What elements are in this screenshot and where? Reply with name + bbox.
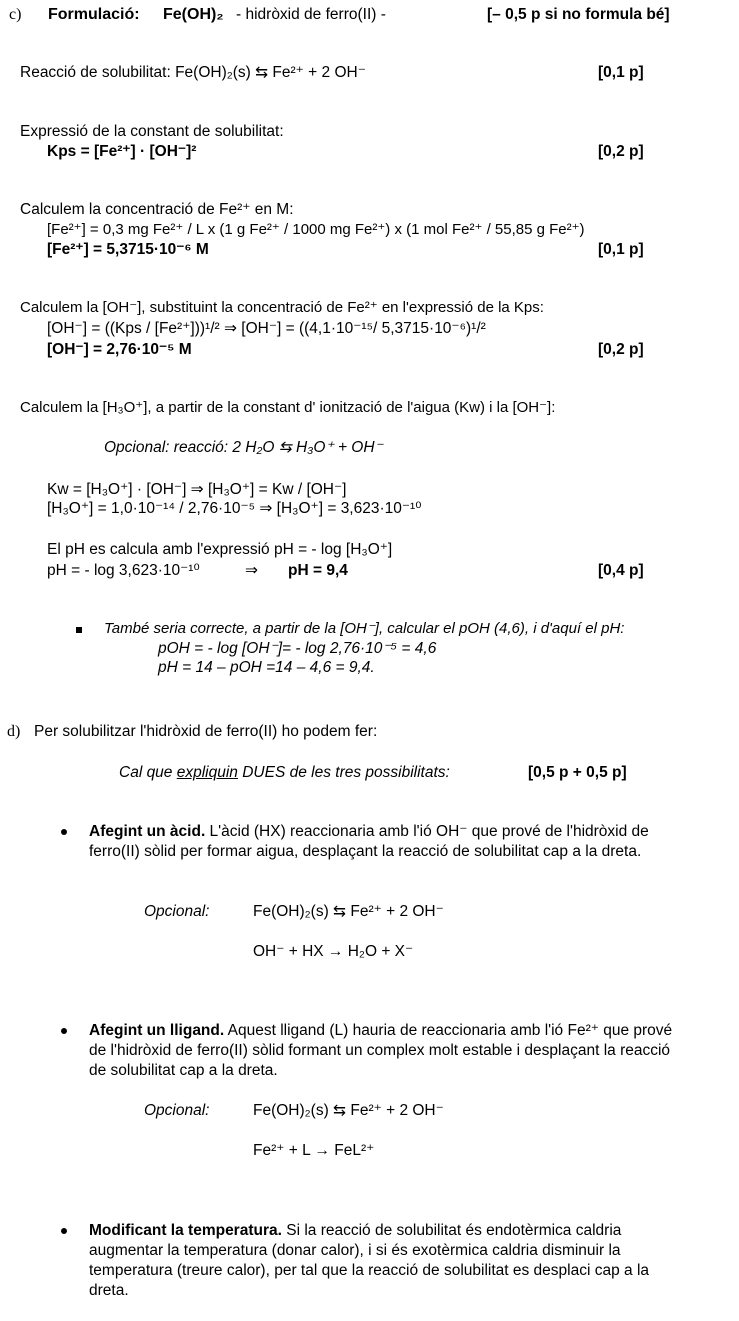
concentration-score: [0,1 p] xyxy=(598,241,644,258)
hydronium-calculation: [H₃O⁺] = 1,0·10⁻¹⁴ / 2,76·10⁻⁵ ⇒ [H₃O⁺] = 3,623·10⁻¹⁰ xyxy=(47,500,422,517)
section-d-letter: d) xyxy=(7,723,21,740)
option-acid-equation-2: OH⁻ + HX → H₂O + X⁻ xyxy=(253,943,414,960)
hydronium-intro: Calculem la [H₃O⁺], a partir de la constant d' ionització de l'aigua (Kw) i la [OH⁻]: xyxy=(20,399,556,416)
concentration-result: [Fe²⁺] = 5,3715·10⁻⁶ M xyxy=(47,241,209,258)
ph-arrow: ⇒ xyxy=(245,562,258,579)
hydroxide-score: [0,2 p] xyxy=(598,341,644,358)
option-ligand-equation-2: Fe²⁺ + L → FeL²⁺ xyxy=(253,1142,375,1159)
option-ligand-optional-label: Opcional: xyxy=(144,1102,210,1119)
alternative-poh-intro: També seria correcte, a partir de la [OH⁻], calcular el pOH (4,6), i d'aquí el pH: xyxy=(104,620,625,637)
option-acid-optional-label: Opcional: xyxy=(144,903,210,920)
kw-expression: Kw = [H₃O⁺] · [OH⁻] ⇒ [H₃O⁺] = Kw / [OH⁻] xyxy=(47,481,347,498)
kps-score: [0,2 p] xyxy=(598,143,644,160)
square-bullet-icon xyxy=(76,627,82,633)
section-c-title: Formulació: xyxy=(48,6,140,23)
option-change-temperature: Modificant la temperatura. Si la reacció de solubilitat és endotèrmica caldria augmentar la temperatura (donar calor), i si és exotèrmica caldria disminuir la temperatura (treure calor), per tal que la reacció de solubilitat es desplaci cap a la dreta. xyxy=(89,1222,650,1299)
option-ligand-equation-1: Fe(OH)₂(s) ⇆ Fe²⁺ + 2 OH⁻ xyxy=(253,1102,444,1119)
option-add-acid: Afegint un àcid. L'àcid (HX) reaccionaria amb l'ió OH⁻ que prové de l'hidròxid de ferro(II) sòlid per formar aigua, desplaçant la reacció de solubilitat cap a la dreta. xyxy=(89,823,649,860)
hydroxide-calculation: [OH⁻] = ((Kps / [Fe²⁺]))¹/² ⇒ [OH⁻] = ((4,1·10⁻¹⁵/ 5,3715·10⁻⁶)¹/² xyxy=(47,320,486,337)
kps-intro: Expressió de la constant de solubilitat: xyxy=(20,123,284,140)
bullet-icon xyxy=(61,1228,67,1234)
section-d-intro: Per solubilitzar l'hidròxid de ferro(II) ho podem fer: xyxy=(34,723,378,740)
ph-score: [0,4 p] xyxy=(598,562,644,579)
bullet-icon xyxy=(61,829,67,835)
alternative-ph-calculation: pH = 14 – pOH =14 – 4,6 = 9,4. xyxy=(158,659,375,676)
section-d-instruction: Cal que expliquin DUES de les tres possibilitats: xyxy=(119,764,450,781)
ph-result: pH = 9,4 xyxy=(288,562,348,579)
optional-water-reaction: Opcional: reacció: 2 H₂O ⇆ H₃O⁺ + OH⁻ xyxy=(104,439,383,456)
alternative-poh-calculation: pOH = - log [OH⁻]= - log 2,76·10⁻⁵ = 4,6 xyxy=(158,640,437,657)
section-c-letter: c) xyxy=(9,6,22,23)
section-c-formula: Fe(OH)₂ xyxy=(163,6,224,23)
section-c-penalty: [– 0,5 p si no formula bé] xyxy=(487,6,670,23)
bullet-icon xyxy=(61,1028,67,1034)
concentration-intro: Calculem la concentració de Fe²⁺ en M: xyxy=(20,201,294,218)
section-d-score: [0,5 p + 0,5 p] xyxy=(528,764,627,781)
ph-intro: El pH es calcula amb l'expressió pH = - log [H₃O⁺] xyxy=(47,541,393,558)
hydroxide-result: [OH⁻] = 2,76·10⁻⁵ M xyxy=(47,341,192,358)
solubility-reaction: Reacció de solubilitat: Fe(OH)₂(s) ⇆ Fe²⁺ + 2 OH⁻ xyxy=(20,64,366,81)
solubility-reaction-score: [0,1 p] xyxy=(598,64,644,81)
option-acid-equation-1: Fe(OH)₂(s) ⇆ Fe²⁺ + 2 OH⁻ xyxy=(253,903,444,920)
hydroxide-intro: Calculem la [OH⁻], substituint la concentració de Fe²⁺ en l'expressió de la Kps: xyxy=(20,299,544,316)
option-add-ligand: Afegint un lligand. Aquest lligand (L) hauria de reaccionaria amb l'ió Fe²⁺ que prové de l'hidròxid de ferro(II) sòlid formant un complex molt estable i desplaçant la reacció de solubilitat cap a la dreta. xyxy=(89,1022,673,1079)
concentration-calculation: [Fe²⁺] = 0,3 mg Fe²⁺ / L x (1 g Fe²⁺ / 1000 mg Fe²⁺) x (1 mol Fe²⁺ / 55,85 g Fe²⁺) xyxy=(47,221,585,238)
ph-calculation: pH = - log 3,623·10⁻¹⁰ xyxy=(47,562,200,579)
kps-expression: Kps = [Fe²⁺] · [OH⁻]² xyxy=(47,143,197,160)
section-c-description: - hidròxid de ferro(II) - xyxy=(236,6,386,23)
